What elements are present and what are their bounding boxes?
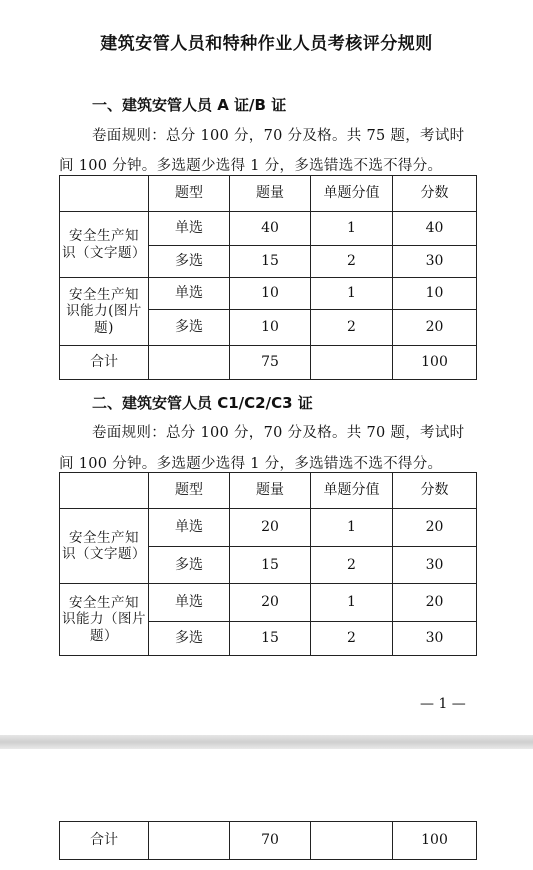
category-cell <box>60 212 149 278</box>
points-cell: 1 <box>311 212 393 246</box>
total-count-cell: 75 <box>230 346 311 380</box>
category-line: 题) <box>94 319 114 336</box>
section2-rule-line1: 卷面规则：总分 100 分，70 分及格。共 70 题，考试时 <box>92 425 465 441</box>
points-cell: 2 <box>311 310 393 346</box>
total-label-cell: 合计 <box>60 346 149 380</box>
score-cell: 10 <box>393 278 477 310</box>
type-cell: 单选 <box>149 584 230 622</box>
category-cell <box>60 509 149 584</box>
category-line: 识能力(图片 <box>66 303 142 320</box>
table-row <box>60 212 477 246</box>
total-cell <box>149 346 230 380</box>
count-cell: 15 <box>230 622 311 656</box>
table-header-row <box>60 176 477 212</box>
score-cell: 40 <box>393 212 477 246</box>
table-total-row <box>60 822 477 860</box>
count-cell: 20 <box>230 509 311 547</box>
section2-rule-line2: 间 100 分钟。多选题少选得 1 分，多选错选不选不得分。 <box>59 456 443 472</box>
category-line: 识能力（图片 <box>62 611 146 628</box>
score-cell: 30 <box>393 246 477 278</box>
header-cell: 题型 <box>149 176 230 212</box>
points-cell: 2 <box>311 547 393 584</box>
document-page-2 <box>0 749 533 870</box>
score-cell: 30 <box>393 622 477 656</box>
header-cell: 题型 <box>149 473 230 509</box>
points-cell: 1 <box>311 278 393 310</box>
table-row <box>60 278 477 310</box>
total-cell <box>149 822 230 860</box>
total-label-cell: 合计 <box>60 822 149 860</box>
count-cell: 15 <box>230 246 311 278</box>
points-cell: 1 <box>311 584 393 622</box>
category-line: 识（文字题） <box>62 244 146 261</box>
header-cell <box>60 176 149 212</box>
type-cell: 多选 <box>149 310 230 346</box>
total-count-cell: 70 <box>230 822 311 860</box>
points-cell: 1 <box>311 509 393 547</box>
score-cell: 30 <box>393 547 477 584</box>
page-separator <box>0 735 533 749</box>
score-cell: 20 <box>393 310 477 346</box>
header-cell: 单题分值 <box>311 176 393 212</box>
section1-rule-line1: 卷面规则：总分 100 分，70 分及格。共 75 题，考试时 <box>92 128 465 144</box>
section1-score-table <box>59 175 477 380</box>
table-row <box>60 584 477 622</box>
table-header-row <box>60 473 477 509</box>
category-line: 安全生产知 <box>69 595 139 612</box>
count-cell: 10 <box>230 278 311 310</box>
document-title: 建筑安管人员和特种作业人员考核评分规则 <box>100 34 433 54</box>
score-cell: 20 <box>393 509 477 547</box>
header-cell: 单题分值 <box>311 473 393 509</box>
section2-score-table <box>59 472 477 656</box>
header-cell: 题量 <box>230 473 311 509</box>
header-cell: 题量 <box>230 176 311 212</box>
category-cell <box>60 584 149 656</box>
category-line: 安全生产知 <box>69 228 139 245</box>
count-cell: 10 <box>230 310 311 346</box>
category-cell <box>60 278 149 346</box>
category-line: 安全生产知 <box>69 529 139 546</box>
table-total-row <box>60 346 477 380</box>
header-cell: 分数 <box>393 473 477 509</box>
count-cell: 40 <box>230 212 311 246</box>
type-cell: 单选 <box>149 212 230 246</box>
type-cell: 单选 <box>149 278 230 310</box>
section2-heading: 二、建筑安管人员 C1/C2/C3 证 <box>92 394 313 412</box>
type-cell: 多选 <box>149 246 230 278</box>
points-cell: 2 <box>311 622 393 656</box>
category-line: 安全生产知 <box>69 287 139 304</box>
type-cell: 多选 <box>149 622 230 656</box>
section1-heading: 一、建筑安管人员 A 证/B 证 <box>92 96 287 114</box>
total-cell <box>311 822 393 860</box>
section1-rule-line2: 间 100 分钟。多选题少选得 1 分，多选错选不选不得分。 <box>59 158 443 174</box>
points-cell: 2 <box>311 246 393 278</box>
total-score-cell: 100 <box>393 346 477 380</box>
count-cell: 20 <box>230 584 311 622</box>
header-cell <box>60 473 149 509</box>
category-line: 题） <box>90 627 118 644</box>
table-row <box>60 509 477 547</box>
type-cell: 多选 <box>149 547 230 584</box>
page-number: — 1 — <box>420 696 466 712</box>
header-cell: 分数 <box>393 176 477 212</box>
section2-score-table-continued <box>59 821 477 860</box>
category-line: 识（文字题） <box>62 546 146 562</box>
total-score-cell: 100 <box>393 822 477 860</box>
total-cell <box>311 346 393 380</box>
type-cell: 单选 <box>149 509 230 547</box>
score-cell: 20 <box>393 584 477 622</box>
count-cell: 15 <box>230 547 311 584</box>
